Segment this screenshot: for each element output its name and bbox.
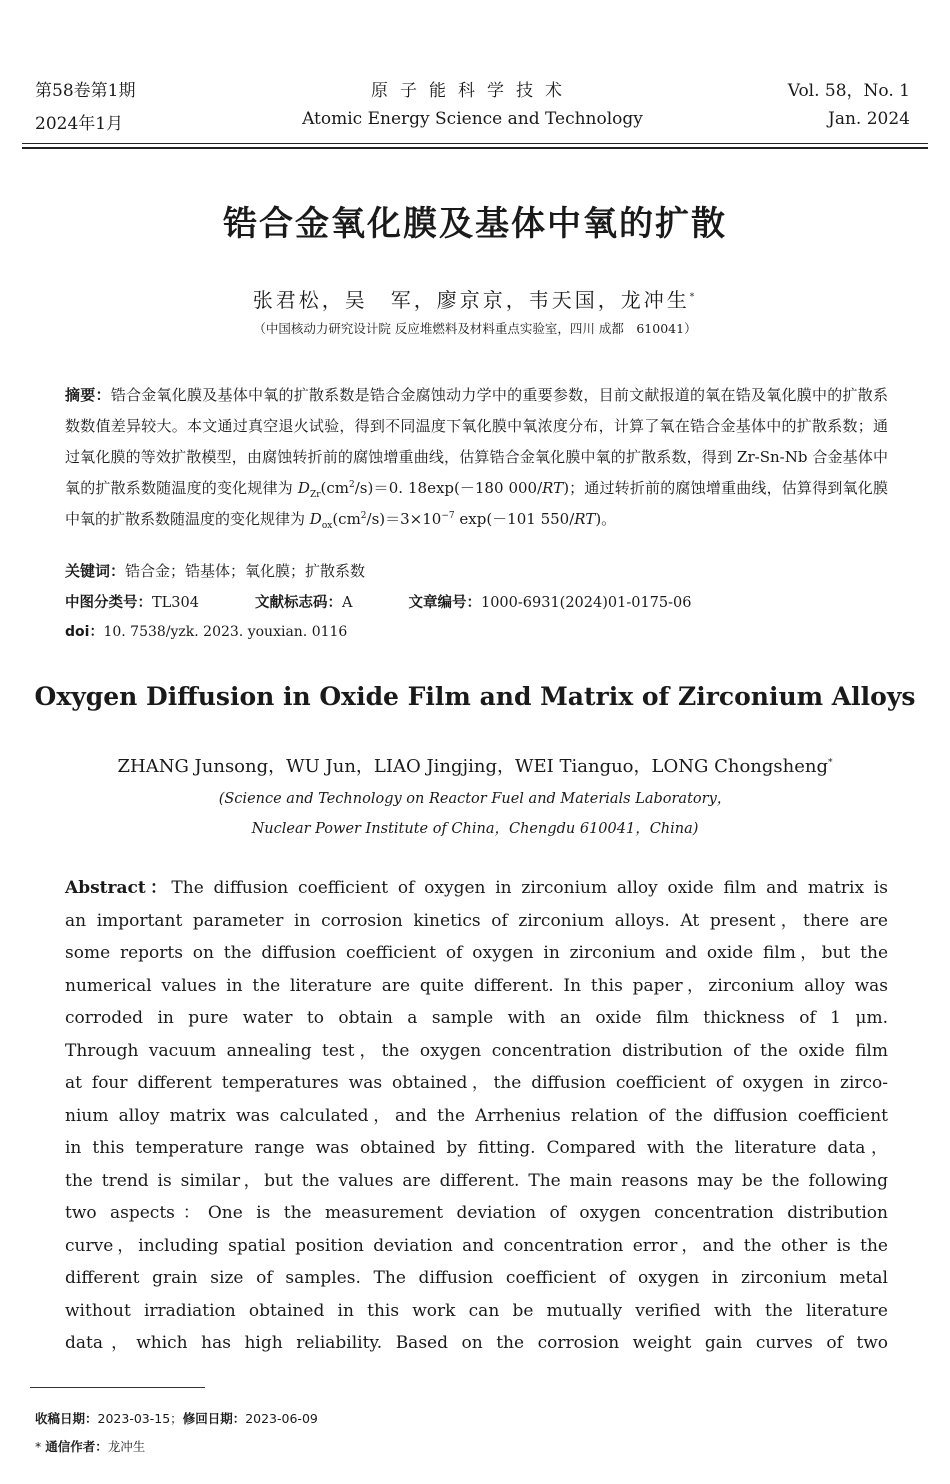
abstract-en-line: without irradiation obtained in this work can be mutually verified with the literature [65, 1300, 888, 1321]
authors-cn-names: 张君松，吴 军，廖京京，韦天国，龙冲生 [252, 288, 690, 312]
paper-title-cn: 锆合金氧化膜及基体中氧的扩散 [223, 204, 727, 244]
corresponding-author-mark-en: * [828, 758, 833, 768]
corr-label: 通信作者： [45, 1439, 108, 1454]
footnote-rule [30, 1387, 205, 1388]
volume-issue-en: Vol. 58，No. 1 [787, 81, 910, 101]
paper-title-en: Oxygen Diffusion in Oxide Film and Matrix of Zirconium Alloys [34, 682, 916, 711]
keywords-cn [65, 560, 888, 581]
classification-row [65, 591, 888, 612]
revised-label: 修回日期： [182, 1411, 246, 1426]
received-label: 收稿日期： [35, 1411, 98, 1426]
abstract-cn-text-1: 锆合金氧化膜及基体中氧的扩散系数是锆合金腐蚀动力学中的重要参数，目前文献报道的氧在锆及氧化膜中的扩散系数数值差异较大。本文通过真空退火试验，得到不同温度下氧化膜中氧浓度分布，计算了氧在锆合金基体中的扩散系数；通过氧化膜的等效扩散模型，由腐蚀转折前的腐蚀增重曲线，估算锆合金氧化膜中氧的扩散系数，得到 Zr-Sn-Nb 合金基体中氧的扩散系数随温度的变化规律为 [65, 386, 888, 497]
abstract-en-line: corroded in pure water to obtain a sample with an oxide film thickness of 1 μm. [65, 1008, 888, 1028]
abstract-en-line: Abstract：The diffusion coefficient of oxygen in zirconium alloy oxide film and matrix is [65, 878, 888, 898]
corresponding-author-mark: * [689, 292, 698, 303]
abstract-en-line: an important parameter in corrosion kinetics of zirconium alloys. At present，there are [65, 910, 888, 931]
abstract-en-line: two aspects：One is the measurement deviation of oxygen concentration distribution [65, 1203, 888, 1223]
volume-issue-cn: 第58卷第1期 [35, 81, 136, 101]
footnote-corresponding [35, 1437, 145, 1455]
abstract-cn-label: 摘要： [65, 386, 111, 404]
affiliation-en-line2: Nuclear Power Institute of China，Chengdu 610041，China) [251, 821, 699, 837]
issue-date-en: Jan. 2024 [828, 109, 910, 129]
footnote-dates: 收稿日期：2023-03-15；修回日期：2023-06-09 [35, 1411, 318, 1426]
abstract-en-line: curve，including spatial position deviation and concentration error，and the other is the [65, 1235, 888, 1256]
abstract-en-line: the trend is similar，but the values are different. The main reasons may be the following [65, 1170, 888, 1191]
clc-label: 中图分类号： [65, 595, 152, 611]
corr-mark: * [35, 1439, 42, 1454]
abstract-en-line: some reports on the diffusion coefficient of oxygen in zirconium and oxide film，but the [65, 943, 888, 963]
keywords-cn-label: 关键词： [65, 562, 126, 580]
formula-d-zr: $D_{Zr}(cm^2/s)=0$. 18exp(－180 000/RT) [297, 479, 570, 500]
doi-label: doi： [65, 624, 104, 640]
abstract-en-line: in this temperature range was obtained by fitting. Compared with the literature data， [65, 1138, 888, 1158]
header-rule-thick [22, 147, 928, 149]
abstract-cn [65, 380, 888, 535]
affiliation-en-line1: (Science and Technology on Reactor Fuel and Materials Laboratory， [218, 791, 732, 807]
article-number: 1000-6931(2024)01-0175-06 [480, 595, 692, 611]
journal-name-cn: 原子能科学技术 [371, 81, 574, 101]
abstract-cn-text-2: ；通过转折前的腐蚀增重曲线，估算得到氧化膜中氧的扩散系数随温度的变化规律为 [65, 479, 888, 528]
doc-code-label: 文献标志码： [254, 595, 342, 611]
corr-name: 龙冲生 [107, 1439, 146, 1454]
article-number-label: 文章编号： [408, 595, 481, 611]
authors-en [0, 752, 950, 778]
abstract-en-line: nium alloy matrix was calculated，and the Arrhenius relation of the diffusion coefficient [65, 1105, 888, 1126]
abstract-en-line: data，which has high reliability. Based on the corrosion weight gain curves of two [65, 1333, 888, 1353]
received-date: 2023-03-15 [97, 1411, 171, 1426]
abstract-en-line: at four different temperatures was obtained，the diffusion coefficient of oxygen in zirco- [65, 1073, 888, 1093]
doc-code: A [341, 595, 353, 611]
clc-number: TL304 [152, 595, 199, 611]
revised-date: 2023-06-09 [245, 1411, 318, 1426]
authors-en-names: ZHANG Junsong，WU Jun，LIAO Jingjing，WEI Tianguo，LONG Chongsheng [117, 756, 828, 777]
formula-d-ox: $D_{ox}(cm^2/s)=3\times 10^{-7}$ exp(－101 550/RT)。 [309, 510, 617, 531]
abstract-en-line: different grain size of samples. The diffusion coefficient of oxygen in zirconium metal [65, 1268, 888, 1288]
keywords-cn-text: 锆合金；锆基体；氧化膜；扩散系数 [125, 562, 366, 580]
affiliation-cn: （中国核动力研究设计院 反应堆燃料及材料重点实验室，四川 成都 610041） [253, 321, 697, 336]
header-rule-thin [22, 143, 928, 144]
abstract-en-line: Through vacuum annealing test，the oxygen concentration distribution of the oxide film [65, 1040, 888, 1061]
abstract-en-line: numerical values in the literature are quite different. In this paper，zirconium alloy was [65, 975, 888, 996]
authors-cn [0, 284, 950, 313]
doi-link[interactable]: 10. 7538/yzk. 2023. youxian. 0116 [103, 624, 348, 640]
abstract-en-label: Abstract： [65, 878, 172, 898]
issue-date-cn: 2024年1月 [35, 114, 124, 134]
journal-name-en: Atomic Energy Science and Technology [302, 109, 643, 129]
abstract-en [65, 872, 888, 1360]
doi-row [65, 621, 888, 641]
